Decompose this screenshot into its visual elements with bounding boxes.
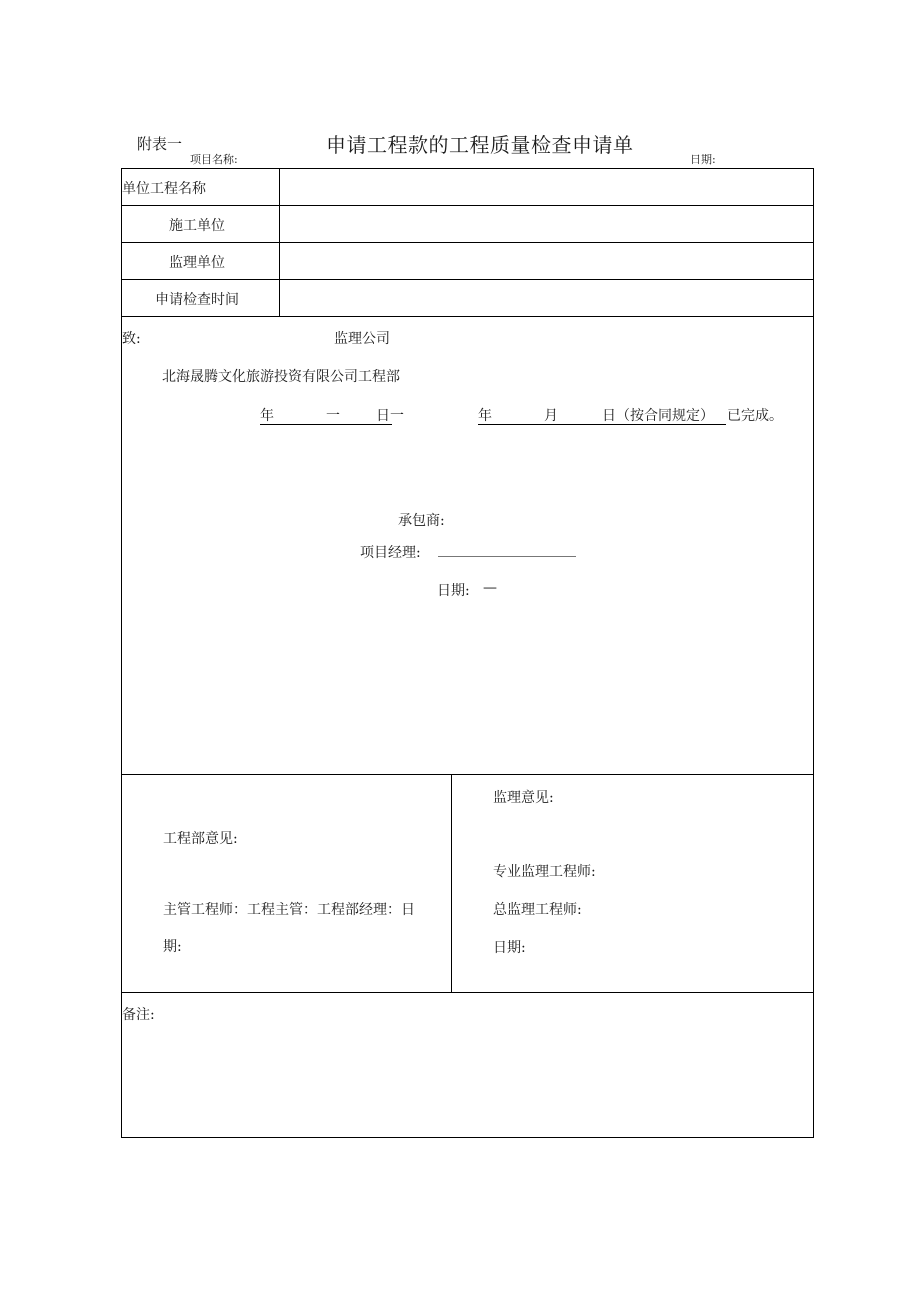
project-name-label: 项目名称:: [190, 153, 238, 166]
supervision-date-label: 日期:: [493, 940, 526, 956]
construction-unit-label: 施工单位: [169, 218, 225, 234]
supervisor-company: 监理公司: [334, 331, 390, 347]
column-divider: [451, 774, 452, 992]
row-divider: [121, 279, 814, 280]
letter-date-label: 日期:: [437, 583, 470, 599]
row-divider: [121, 774, 814, 775]
construction-unit-field[interactable]: [290, 215, 805, 235]
engineering-signers-date: 期:: [163, 939, 182, 955]
unit-project-name-label: 单位工程名称: [122, 181, 206, 197]
row-divider: [121, 242, 814, 243]
start-year: 年: [260, 408, 274, 424]
sender-name: 北海晟腾文化旅游投资有限公司工程部: [162, 369, 400, 385]
supervision-opinion-label: 监理意见:: [493, 790, 554, 806]
to-label: 致:: [122, 331, 141, 347]
inspection-time-label: 申请检查时间: [155, 292, 239, 308]
completed-text: 已完成。: [727, 408, 783, 424]
remarks-field[interactable]: [170, 1000, 805, 1130]
engineering-opinion-label: 工程部意见:: [163, 831, 238, 847]
end-month: 月: [544, 408, 558, 424]
row-divider: [121, 205, 814, 206]
row-divider: [121, 316, 814, 317]
start-day: 日一: [376, 408, 404, 424]
inspection-time-field[interactable]: [290, 289, 805, 309]
form-title: 申请工程款的工程质量检查申请单: [326, 133, 634, 157]
header-date-label: 日期:: [690, 153, 716, 166]
row-divider: [121, 992, 814, 993]
supervision-unit-label: 监理单位: [169, 255, 225, 271]
unit-project-name-field[interactable]: [290, 178, 805, 198]
remarks-label: 备注:: [122, 1007, 155, 1023]
contractor-label: 承包商:: [398, 513, 445, 529]
appendix-label: 附表一: [137, 135, 183, 153]
chief-engineer-label: 总监理工程师:: [493, 902, 582, 918]
column-divider: [279, 168, 280, 316]
specialty-engineer-label: 专业监理工程师:: [493, 864, 596, 880]
end-day: 日（按合同规定）: [602, 408, 714, 424]
letter-date-dash: —: [483, 580, 497, 596]
project-manager-signature-line[interactable]: [438, 556, 576, 557]
supervision-unit-field[interactable]: [290, 252, 805, 272]
end-year: 年: [478, 408, 492, 424]
project-manager-label: 项目经理:: [360, 545, 421, 561]
start-month: 一: [326, 408, 340, 424]
engineering-signers: 主管工程师：工程主管：工程部经理：日: [163, 902, 415, 918]
